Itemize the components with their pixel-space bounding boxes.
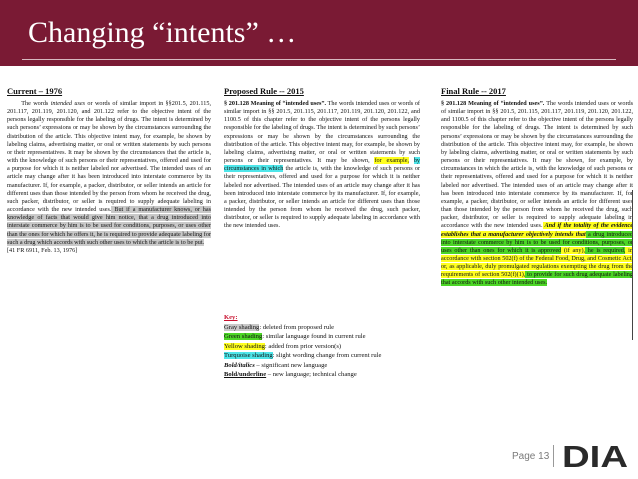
final-yellow-text-2: (if any), bbox=[561, 246, 586, 254]
final-body bbox=[441, 100, 633, 288]
final-section-title: § 201.128 Meaning of “intended uses”. bbox=[441, 100, 545, 107]
title-banner bbox=[0, 0, 638, 66]
key-desc-yellow: : added from prior version(s) bbox=[264, 342, 342, 350]
key-bold-underline-label: Bold/underline bbox=[224, 371, 267, 378]
key-swatch-turquoise: Turquoise shading bbox=[224, 352, 273, 359]
current-text-rest: or words of similar import in §§201.5, 201.115, 201.117, 201.119, 201.120, and 201.122 refer to the objective intent of the persons legally responsible for the labeling of drugs. The intent is determined by such persons’ expressions or may be shown by the circumstances surrounding the distribution of the article. This objective intent may, for example, be shown by labeling claims, advertising matter, or oral or written statements by such persons or their representatives. It may be shown by the circumstances that the article is, with the knowledge of such persons or their representatives, offered and used for a purpose for which it is neither labeled nor advertised. The intended uses of an article may change after it has been introduced into interstate commerce by its manufacturer. If, for example, a packer, distributor, or seller intends an article for different uses than those intended by the person from whom he received the drug, such packer, distributor, or seller is required to supply adequate labeling in accordance with the new intended uses. bbox=[7, 100, 212, 214]
final-yellow-text-3: in accordance with section 502(f) of the Federal Food, Drug, and Cosmetic Act, or, as applicable, duly promulgated regulations exempting the drug from the requirements of section 502(f)(1), bbox=[441, 246, 633, 279]
proposed-heading: Proposed Rule -- 2015 bbox=[224, 86, 304, 96]
page-number: Page 13 bbox=[512, 451, 550, 462]
current-body bbox=[7, 100, 211, 255]
key-bold-italic-label: Bold/italics bbox=[224, 361, 255, 369]
key-item-yellow bbox=[224, 342, 420, 352]
final-heading: Final Rule -- 2017 bbox=[441, 86, 506, 96]
key-desc-gray: : deleted from proposed rule bbox=[259, 323, 335, 331]
proposed-body bbox=[224, 100, 420, 231]
current-heading: Current – 1976 bbox=[7, 86, 63, 96]
shading-key bbox=[224, 313, 420, 380]
proposed-section-title: § 201.128 Meaning of “intended uses”. bbox=[224, 100, 327, 107]
column-proposed bbox=[224, 86, 420, 231]
proposed-text-a: The words intended uses or words of similar import in §§ 201.5, 201.115, 201.117, 201.119, 201.120, 201.122, and 1100.5 of this chapter refer to the objective intent of the persons legally responsible for the labeling of drugs. The intent is determined by such persons’ expressions or may be shown by the circumstances surrounding the distribution of the article. This objective intent may, for example, be shown by labeling claims, advertising matter, or oral or written statements by such persons or their representatives. It may be shown, bbox=[224, 100, 420, 165]
banner-rule bbox=[22, 59, 616, 60]
key-item-turquoise bbox=[224, 351, 420, 361]
key-bold-underline-desc: – new language; technical change bbox=[266, 371, 357, 378]
final-green-text-3: to provide for such drug adequate labeling that accords with such other intended uses. bbox=[441, 271, 633, 287]
current-text-italic: intended uses bbox=[50, 100, 86, 107]
margin-bracket bbox=[632, 190, 636, 340]
key-item-green bbox=[224, 332, 420, 342]
final-green-text-2: he is required, bbox=[585, 246, 626, 254]
current-text-start: The words bbox=[21, 100, 51, 107]
key-item-gray bbox=[224, 323, 420, 333]
column-final bbox=[441, 86, 633, 288]
key-title: Key: bbox=[224, 314, 238, 321]
final-new-language: And if the totality of the evidence establishes that a manufacturer objectively intends that bbox=[441, 222, 633, 238]
dia-logo-text: DIA bbox=[562, 439, 628, 472]
final-green-text-1: a drug introduced into interstate commerce by him is to be used for conditions, purposes, or uses other than ones for which it is approved bbox=[441, 230, 633, 254]
key-bold-italic-desc: – significant new language bbox=[254, 361, 328, 369]
key-desc-green: : similar language found in current rule bbox=[262, 333, 366, 340]
current-citation: [41 FR 6911, Feb. 13, 1976] bbox=[7, 246, 78, 254]
key-item-bold-italic bbox=[224, 361, 420, 371]
footer-divider bbox=[553, 445, 554, 467]
proposed-turquoise-text: by circumstances in which bbox=[224, 157, 421, 173]
key-desc-turquoise: : slight wording change from current rule bbox=[272, 352, 382, 359]
slide-title: Changing “intents” … bbox=[28, 16, 297, 49]
proposed-yellow-text: for example, bbox=[374, 157, 410, 165]
key-swatch-green: Green shading bbox=[224, 333, 263, 340]
final-text-a: The words intended uses or words of similar import in §§ 201.5, 201.115, 201.117, 201.119, 201.120, 201.122, and 1100.5 of this chapter refer to the objective intent of the persons legally responsible for the labeling of drugs. The intent is determined by such persons’ expressions or may be shown by the circumstances surrounding the distribution of the article. This objective intent may, for example, be shown by labeling claims, advertising matter, or oral or written statements by such persons or their representatives. It may be shown, for example, by circumstances in which the article is, with the knowledge of such persons or their representatives, offered and used for a purpose for which it is neither labeled nor advertised. The intended uses of an article may change after it has been introduced into interstate commerce by its manufacturer. If, for example, a packer, distributor, or seller intends an article for different uses than those intended by the person from whom he received the drug, such packer, distributor, or seller is required to supply adequate labeling in accordance with the new intended uses. bbox=[441, 100, 634, 230]
key-item-bold-underline bbox=[224, 370, 420, 380]
current-deleted-text: But if a manufacturer knows, or has knowledge of facts that would give him notice, that a drug introduced into interstate commerce by him is to be used for conditions, purposes, or uses other than the ones for which he offers it, he is required to provide adequate labeling for such a drug which accords with such other uses to which the article is to be put. bbox=[7, 206, 211, 246]
key-swatch-gray: Gray shading bbox=[224, 323, 260, 331]
column-current bbox=[7, 86, 211, 255]
dia-logo bbox=[560, 438, 632, 472]
key-swatch-yellow: Yellow shading bbox=[224, 342, 265, 350]
proposed-text-b: the article is, with the knowledge of such persons or their representatives, offered and used for a purpose for which it is neither labeled nor advertised. The intended uses of an article may change after it has been introduced into interstate commerce by its manufacturer. If, for example, a packer, distributor, or seller intends an article for different uses than those intended by the person from whom he received the drug, such packer, distributor, or seller is required to supply adequate labeling in accordance with the new intended uses. bbox=[224, 165, 420, 230]
